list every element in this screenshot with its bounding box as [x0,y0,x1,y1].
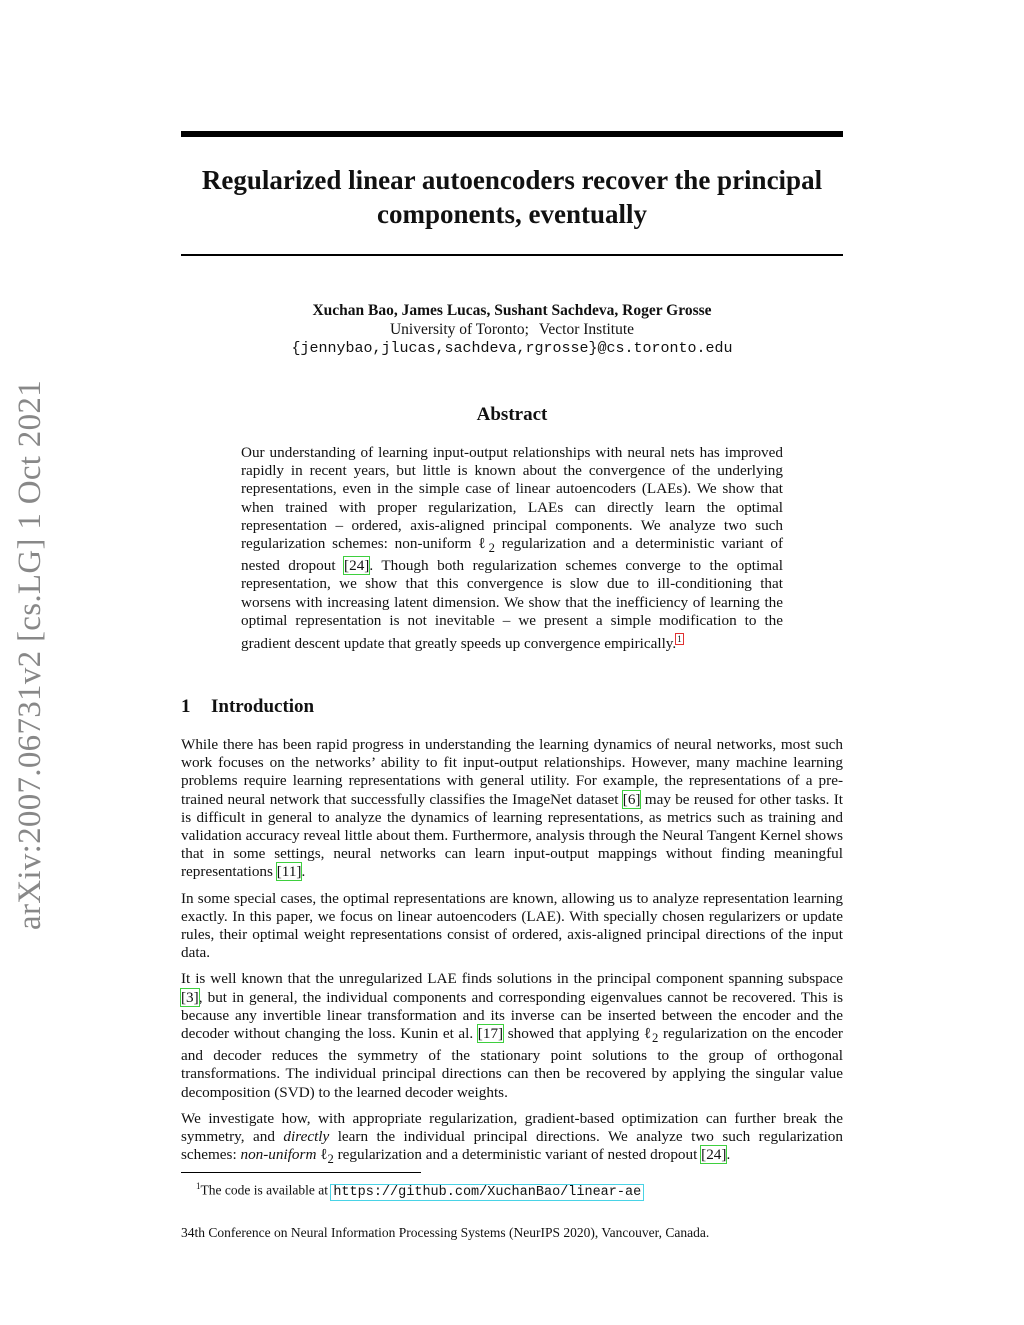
footnote-mark: 1 [196,1181,201,1191]
paragraph: While there has been rapid progress in understanding the learning dynamics of neural networks, most such work focuses on the networks’ ability to fit input-output relationships. However, many machine learning problems require learning representations with general utility. For example, the representations of a pre-trained neural network that successfully classifies the ImageNet dataset [6] may be reused for other tasks. It is difficult in general to analyze the dynamics of learning representations, as metrics such as training and validation accuracy reveal little about them. Furthermore, analysis through the Neural Tangent Kernel shows that in some settings, neural networks can learn input-output mappings without finding meaningful representations [11]. [181,736,843,881]
section-heading-introduction [181,696,314,718]
introduction-body [181,736,843,1177]
affiliation: University of Toronto; [389,321,529,338]
citation-link[interactable]: [17] [477,1025,504,1043]
author-emails: {jennybao,jlucas,sachdeva,rgrosse}@cs.toronto.edu [291,340,733,357]
section-number: 1 [181,696,191,717]
footnote-rule [181,1172,421,1173]
abstract-text: Our understanding of learning input-output relationships with neural nets has improved rapidly in recent years, but little is known about the convergence of the underlying representations, even in the simple case of linear autoencoders (LAEs). We show that when trained with proper regularization, LAEs can directly learn the optimal representation – ordered, axis-aligned principal components. We analyze two such regularization schemes: non-uniform ℓ$_2$ regularization and a deterministic variant of nested dropout [24]. Though both regularization schemes converge to the optimal representation, we show that this convergence is slow due to ill-conditioning that worsens with increasing latent dimension. We show that the inefficiency of learning the optimal representation is not inevitable – we present a simple modification to the gradient descent update that greatly speeds up convergence empirically.$^1$ [241,444,784,653]
title-bottom-rule [181,254,843,256]
affiliation: Vector Institute [538,321,635,338]
author-name: , Sushant Sachdeva [486,302,614,319]
arxiv-stamp: arXiv:2007.06731v2 [cs.LG] 1 Oct 2021 [12,379,48,930]
footnote-text: The code is available at [200,1182,332,1198]
paper-title: Regularized linear autoencoders recover the principal components, eventually [201,165,823,229]
author-name: , James Lucas [394,302,487,319]
author-name: Xuchan Bao [312,302,394,319]
venue-footer: 34th Conference on Neural Information Processing Systems (NeurIPS 2020), Vancouver, Canada. [181,1225,710,1240]
footnote-ref-link[interactable]: 1 [677,634,682,645]
abstract-heading: Abstract [476,404,548,425]
author-names [181,301,843,320]
section-title: Introduction [211,696,315,717]
paragraph: In some special cases, the optimal representations are known, allowing us to analyze representation learning exactly. In this paper, we focus on linear autoencoders (LAE). With specially chosen regularizers or update rules, their optimal weight representations consist of ordered, axis-aligned principal directions of the input data. [181,889,843,962]
author-affiliations [181,320,843,339]
citation-link[interactable]: [24] [701,1146,727,1164]
author-name: , Roger Grosse [614,302,711,319]
author-block [181,301,843,358]
citation-link[interactable]: [6] [622,790,641,808]
footnote [196,1178,643,1201]
code-url-link[interactable]: https://github.com/XuchanBao/linear-ae [333,1184,642,1200]
title-top-rule [181,131,843,137]
citation-link[interactable]: [24] [344,557,370,575]
citation-link[interactable]: [11] [276,863,302,881]
paragraph: It is well known that the unregularized LAE finds solutions in the principal component spanning subspace [3], but in general, the individual components and corresponding eigenvalues cannot be recovered. This is because any invertible linear transformation and its inverse can be inserted between the encoder and the decoder without changing the loss. Kunin et al. [17] showed that applying ℓ$_2$ regularization on the encoder and decoder reduces the symmetry of the stationary point solutions to the group of orthogonal transformations. The individual principal directions can then be recovered by applying the singular value decomposition (SVD) to the learned decoder weights. [181,970,843,1101]
citation-link[interactable]: [3] [181,988,199,1006]
paragraph: We investigate how, with appropriate regularization, gradient-based optimization can further break the symmetry, and directly learn the individual principal directions. We analyze two such regularization schemes: non-uniform ℓ$_2$ regularization and a deterministic variant of nested dropout [24]. [181,1109,843,1167]
